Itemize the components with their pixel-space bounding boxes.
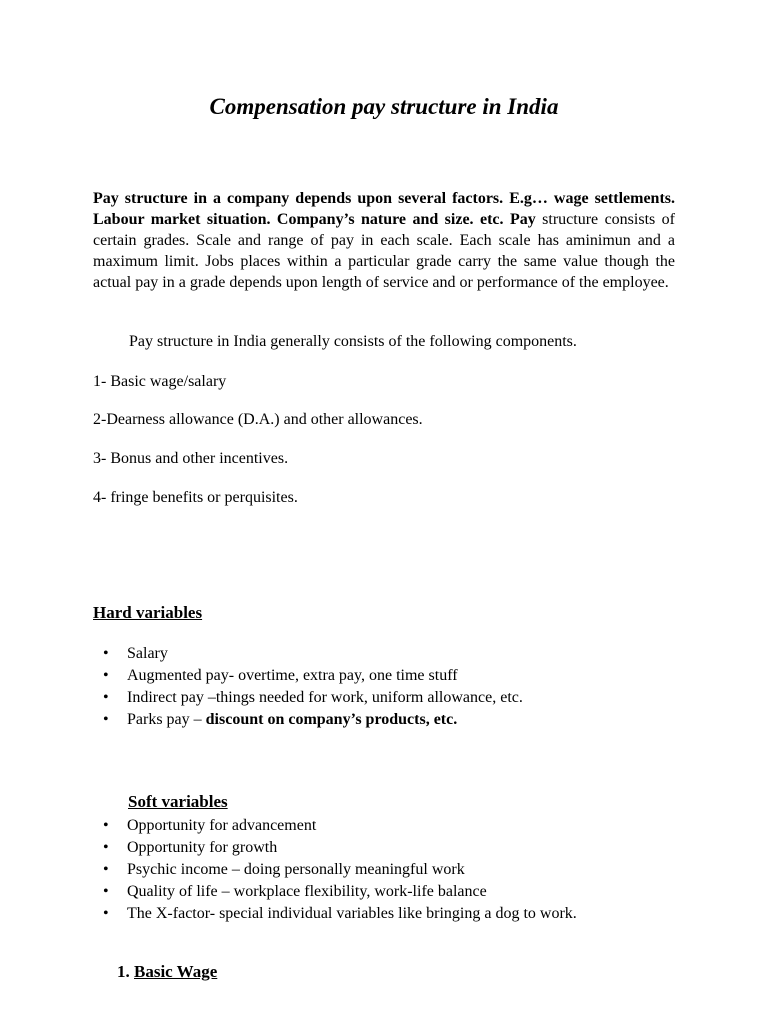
- intro-paragraph: [93, 188, 675, 293]
- component-item: 2-Dearness allowance (D.A.) and other allowances.: [93, 411, 423, 428]
- list-item-bold-text: discount on company’s products, etc.: [205, 711, 458, 728]
- list-item-text: Parks pay –: [127, 711, 206, 728]
- list-item: • Augmented pay- overtime, extra pay, one time stuff: [93, 665, 523, 687]
- components-intro: Pay structure in India generally consists of the following components.: [129, 333, 577, 350]
- page-title: Compensation pay structure in India: [209, 94, 559, 119]
- list-item: • Opportunity for advancement: [93, 815, 577, 837]
- list-item: • The X-factor- special individual variables like bringing a dog to work.: [93, 903, 577, 925]
- intro-bold-text: Pay structure in a company depends upon several factors. E.g… wage settlements. Labour market situation. Company’s nature and size. etc. Pay: [93, 190, 675, 228]
- list-item: • Opportunity for growth: [93, 837, 577, 859]
- section-label: Basic Wage: [134, 962, 218, 981]
- list-item: • Salary: [93, 643, 523, 665]
- soft-variables-heading: Soft variables: [128, 792, 228, 811]
- section-heading: [117, 962, 217, 982]
- list-item: • Indirect pay –things needed for work, uniform allowance, etc.: [93, 687, 523, 709]
- soft-variables-list: [93, 815, 577, 925]
- hard-variables-heading: Hard variables: [93, 603, 203, 622]
- section-number: 1.: [117, 962, 130, 981]
- list-item: • Quality of life – workplace flexibility, work-life balance: [93, 881, 577, 903]
- list-item: [93, 709, 523, 731]
- component-item: 1- Basic wage/salary: [93, 373, 227, 390]
- intro-text: structure consists of certain grades. Scale and range of pay in each scale. Each scale has aminimun and a maximum limit. Jobs places within a particular grade carry the same value though the actual pay in a grade depends upon length of service and or performance of the employee.: [93, 211, 676, 291]
- hard-variables-list: [93, 643, 523, 731]
- component-item: 3- Bonus and other incentives.: [93, 450, 289, 467]
- component-item: 4- fringe benefits or perquisites.: [93, 489, 298, 506]
- list-item: • Psychic income – doing personally meaningful work: [93, 859, 577, 881]
